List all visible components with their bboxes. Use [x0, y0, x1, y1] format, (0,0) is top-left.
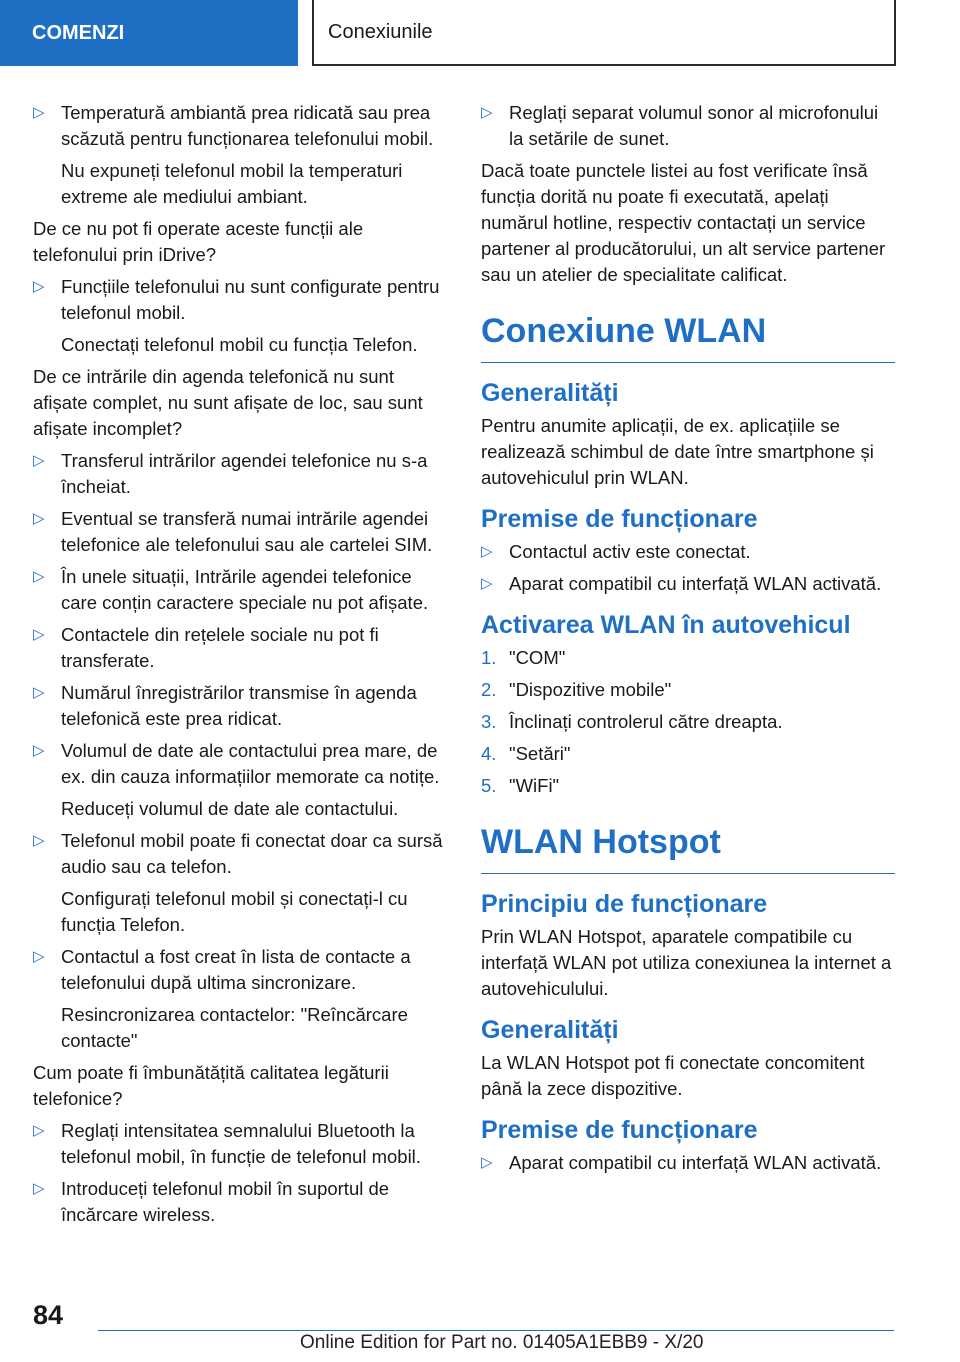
subsection-heading: Premise de funcționare: [481, 505, 758, 533]
numbered-step: [481, 773, 895, 799]
bullet-text: Volumul de date ale contactului prea mare, de ex. din cauza informațiilor memorate ca notițe.: [61, 740, 440, 787]
step-text: "WiFi": [509, 775, 560, 796]
step-number: 2.: [481, 679, 497, 700]
triangle-bullet-icon: ▷: [33, 452, 45, 469]
subsection-heading: Activarea WLAN în autovehicul: [481, 611, 851, 639]
paragraph: Prin WLAN Hotspot, aparatele compatibile cu interfață WLAN pot utiliza conexiunea la internet a autovehiculului.: [481, 926, 892, 999]
bullet-item: [481, 1150, 895, 1176]
numbered-step: [481, 645, 895, 671]
bullet-text: Contactul a fost creat în lista de contacte a telefonului după ultima sincronizare.: [61, 946, 411, 993]
bullet-item: [33, 680, 447, 732]
triangle-bullet-icon: ▷: [33, 832, 45, 849]
bullet-continuation: Nu expuneți telefonul mobil la temperaturi extreme ale mediului ambiant.: [61, 160, 403, 207]
page-number: 84: [33, 1300, 64, 1330]
bullet-item: [33, 100, 447, 152]
subsection-heading: Premise de funcționare: [481, 1116, 758, 1144]
step-text: "COM": [509, 647, 566, 668]
bullet-item: [481, 571, 895, 597]
paragraph: De ce nu pot fi operate aceste funcții ale telefonului prin iDrive?: [33, 218, 364, 265]
triangle-bullet-icon: ▷: [33, 684, 45, 701]
bullet-item: [33, 738, 447, 790]
paragraph: Pentru anumite aplicații, de ex. aplicațiile se realizează schimbul de date între smartphone și autovehiculul prin WLAN.: [481, 415, 874, 488]
bullet-text: Temperatură ambiantă prea ridicată sau prea scăzută pentru funcționarea telefonului mobil.: [61, 102, 434, 149]
bullet-item: [33, 828, 447, 880]
step-text: Înclinați controlerul către dreapta.: [509, 711, 783, 732]
step-number: 4.: [481, 743, 497, 764]
subsection-heading: Principiu de funcționare: [481, 890, 768, 918]
bullet-continuation: Configurați telefonul mobil și conectați-l cu funcția Telefon.: [61, 888, 408, 935]
page-header: [0, 0, 960, 66]
bullet-text: Aparat compatibil cu interfață WLAN activată.: [509, 573, 882, 594]
right-column: [481, 100, 895, 1182]
bullet-item: [33, 944, 447, 996]
bullet-item: [33, 506, 447, 558]
bullet-item: [33, 622, 447, 674]
bullet-text: Transferul intrărilor agendei telefonice nu s-a încheiat.: [61, 450, 428, 497]
bullet-text: Introduceți telefonul mobil în suportul de încărcare wireless.: [61, 1178, 390, 1225]
section-tab: COMENZI: [0, 0, 298, 66]
triangle-bullet-icon: ▷: [481, 1154, 493, 1171]
bullet-text: Aparat compatibil cu interfață WLAN activată.: [509, 1152, 882, 1173]
bullet-text: Eventual se transferă numai intrările agendei telefonice ale telefonului sau ale cartelei SIM.: [61, 508, 433, 555]
bullet-continuation: Conectați telefonul mobil cu funcția Telefon.: [61, 334, 418, 355]
triangle-bullet-icon: ▷: [481, 104, 493, 121]
subsection-heading: Generalități: [481, 379, 619, 407]
numbered-step: [481, 709, 895, 735]
step-text: "Dispozitive mobile": [509, 679, 672, 700]
page-footer: [0, 1300, 960, 1362]
step-number: 3.: [481, 711, 497, 732]
paragraph: De ce intrările din agenda telefonică nu sunt afișate complet, nu sunt afișate de loc, sau sunt afișate incomplet?: [33, 366, 423, 439]
left-column: [33, 100, 447, 1234]
bullet-item: [33, 564, 447, 616]
triangle-bullet-icon: ▷: [33, 948, 45, 965]
triangle-bullet-icon: ▷: [33, 278, 45, 295]
footer-divider: [98, 1330, 894, 1331]
bullet-text: Telefonul mobil poate fi conectat doar ca sursă audio sau ca telefon.: [61, 830, 443, 877]
paragraph: Dacă toate punctele listei au fost verificate însă funcția dorită nu poate fi executată, apelați numărul hotline, respectiv contactați un service partener al producătorului, un alt service partener sau un atelier de specialitate calificat.: [481, 160, 886, 285]
numbered-step: [481, 677, 895, 703]
triangle-bullet-icon: ▷: [33, 510, 45, 527]
triangle-bullet-icon: ▷: [33, 626, 45, 643]
section-heading: WLAN Hotspot: [481, 821, 895, 874]
bullet-item: [481, 100, 895, 152]
bullet-item: [33, 1176, 447, 1228]
bullet-item: [33, 274, 447, 326]
section-heading: Conexiune WLAN: [481, 310, 895, 363]
bullet-item: [33, 1118, 447, 1170]
bullet-text: Numărul înregistrărilor transmise în agenda telefonică este prea ridicat.: [61, 682, 417, 729]
bullet-text: Contactele din rețelele sociale nu pot fi transferate.: [61, 624, 379, 671]
bullet-continuation: Reduceți volumul de date ale contactului.: [61, 798, 399, 819]
bullet-item: [481, 539, 895, 565]
edition-text: Online Edition for Part no. 01405A1EBB9 - X/20: [300, 1332, 704, 1353]
numbered-step: [481, 741, 895, 767]
bullet-text: Reglați separat volumul sonor al microfonului la setările de sunet.: [509, 102, 879, 149]
bullet-text: Contactul activ este conectat.: [509, 541, 751, 562]
triangle-bullet-icon: ▷: [481, 575, 493, 592]
bullet-text: Funcțiile telefonului nu sunt configurate pentru telefonul mobil.: [61, 276, 440, 323]
bullet-text: În unele situații, Intrările agendei telefonice care conțin caractere speciale nu pot afișate.: [61, 566, 429, 613]
triangle-bullet-icon: ▷: [33, 568, 45, 585]
triangle-bullet-icon: ▷: [481, 543, 493, 560]
step-number: 1.: [481, 647, 497, 668]
triangle-bullet-icon: ▷: [33, 1180, 45, 1197]
step-number: 5.: [481, 775, 497, 796]
paragraph: La WLAN Hotspot pot fi conectate concomitent până la zece dispozitive.: [481, 1052, 865, 1099]
triangle-bullet-icon: ▷: [33, 1122, 45, 1139]
triangle-bullet-icon: ▷: [33, 104, 45, 121]
subsection-heading: Generalități: [481, 1016, 619, 1044]
triangle-bullet-icon: ▷: [33, 742, 45, 759]
bullet-text: Reglați intensitatea semnalului Bluetooth la telefonul mobil, în funcție de telefonul mobil.: [61, 1120, 421, 1167]
step-text: "Setări": [509, 743, 571, 764]
bullet-continuation: Resincronizarea contactelor: "Reîncărcare contacte": [61, 1004, 408, 1051]
chapter-title: Conexiunile: [312, 0, 896, 66]
bullet-item: [33, 448, 447, 500]
paragraph: Cum poate fi îmbunătățită calitatea legăturii telefonice?: [33, 1062, 389, 1109]
